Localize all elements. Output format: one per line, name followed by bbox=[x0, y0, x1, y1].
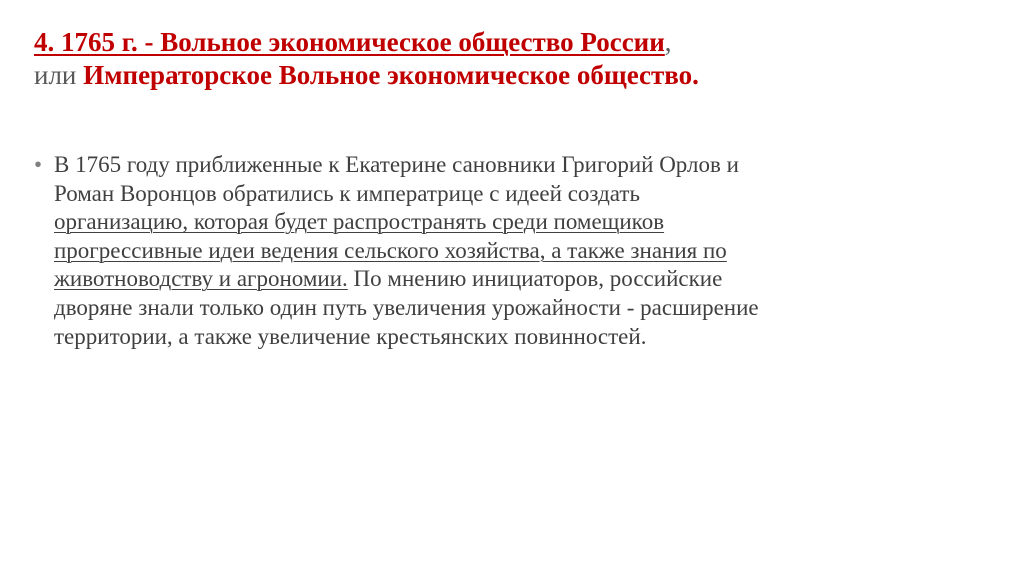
bullet-paragraph bbox=[54, 151, 994, 351]
underlined-text-3: животноводству и агрономии. bbox=[54, 266, 348, 292]
title-bold-text: Императорское Вольное экономическое общество. bbox=[83, 60, 699, 90]
bullet-icon: • bbox=[34, 152, 43, 177]
paragraph-line-7: территории, а также увеличение крестьянских повинностей. bbox=[54, 323, 647, 349]
title-comma: , bbox=[664, 27, 672, 57]
paragraph-line-2: Роман Воронцов обратились к императрице с идеей создать bbox=[54, 180, 640, 206]
underlined-text-1: организацию, которая будет распространять среди помещиков bbox=[54, 209, 665, 235]
paragraph-line-5 bbox=[54, 265, 994, 294]
paragraph-line-5-rest: По мнению инициаторов, российские bbox=[347, 266, 723, 292]
title-underlined-text: 4. 1765 г. - Вольное экономическое общество России bbox=[34, 27, 665, 57]
title-line-1 bbox=[34, 26, 994, 59]
paragraph-line-6: дворяне знали только один путь увеличения урожайности - расширение bbox=[54, 294, 759, 320]
paragraph-line-4 bbox=[54, 237, 994, 266]
underlined-text-2: прогрессивные идеи ведения сельского хозяйства, а также знания по bbox=[54, 237, 727, 263]
title-prefix: или bbox=[34, 60, 84, 90]
title-line-2 bbox=[34, 59, 994, 92]
slide-title bbox=[34, 26, 994, 92]
paragraph-line-1: В 1765 году приближенные к Екатерине сановники Григорий Орлов и bbox=[54, 152, 739, 177]
paragraph-line-3 bbox=[54, 208, 994, 237]
